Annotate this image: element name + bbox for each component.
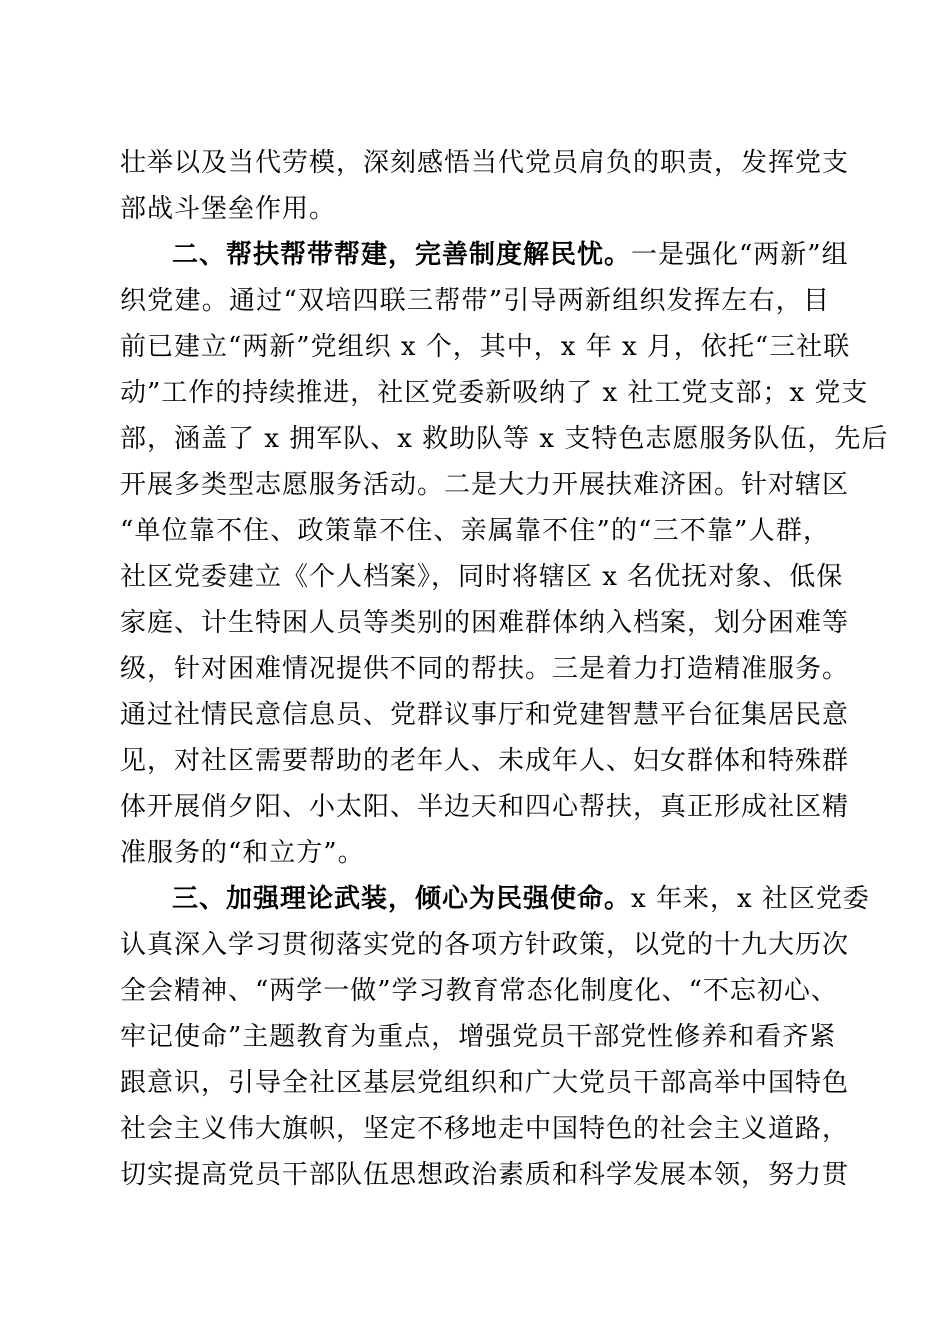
paragraph-line: 级，针对困难情况提供不同的帮扶。三是着力打造精准服务。 [120,654,850,684]
paragraph-line: 牢记使命”主题教育为重点，增强党员干部党性修养和看齐紧 [120,1022,837,1052]
paragraph-line: 开展多类型志愿服务活动。二是大力开展扶难济困。针对辖区 [120,470,850,500]
paragraph-line: 认真深入学习贯彻落实党的各项方针政策，以党的十九大历次 [120,930,850,960]
paragraph-line: 社区党委建立《个人档案》，同时将辖区 x 名优抚对象、低保 [120,562,844,592]
paragraph-line: 社会主义伟大旗帜，坚定不移地走中国特色的社会主义道路， [120,1114,850,1144]
section-heading-line: 二、帮扶帮带帮建，完善制度解民忧。一是强化“两新”组 [172,240,849,270]
paragraph-line: 跟意识，引导全社区基层党组织和广大党员干部高举中国特色 [120,1068,850,1098]
paragraph-line: 通过社情民意信息员、党群议事厅和党建智慧平台征集居民意 [120,700,850,730]
paragraph-line: 切实提高党员干部队伍思想政治素质和科学发展本领，努力贯 [120,1160,850,1190]
section-heading-line: 三、加强理论武装，倾心为民强使命。x 年来，x 社区党委 [172,884,870,914]
paragraph-line: 部战斗堡垒作用。 [120,194,337,224]
paragraph-line: 体开展俏夕阳、小太阳、半边天和四心帮扶，真正形成社区精 [120,792,850,822]
paragraph-line: 前已建立“两新”党组织 x 个，其中，x 年 x 月，依托“三社联 [120,332,851,362]
paragraph-line: “单位靠不住、政策靠不住、亲属靠不住”的“三不靠”人群， [120,516,830,546]
paragraph-line: 见，对社区需要帮助的老年人、未成年人、妇女群体和特殊群 [120,746,850,776]
paragraph-line: 动”工作的持续推进，社区党委新吸纳了 x 社工党支部；x 党支 [120,378,869,408]
paragraph-line: 家庭、计生特困人员等类别的困难群体纳入档案，划分困难等 [120,608,850,638]
paragraph-line: 织党建。通过“双培四联三帮带”引导两新组织发挥左右，目 [120,286,830,316]
section-heading: 三、加强理论武装，倾心为民强使命。 [172,884,632,914]
paragraph-line: 部，涵盖了 x 拥军队、x 救助队等 x 支特色志愿服务队伍，先后 [120,424,889,454]
paragraph-line: 全会精神、“两学一做”学习教育常态化制度化、“不忘初心、 [120,976,838,1006]
paragraph-line: 准服务的“和立方”。 [120,838,365,868]
paragraph-line: 壮举以及当代劳模，深刻感悟当代党员肩负的职责，发挥党支 [120,148,850,178]
section-heading: 二、帮扶帮带帮建，完善制度解民忧。 [172,240,632,270]
